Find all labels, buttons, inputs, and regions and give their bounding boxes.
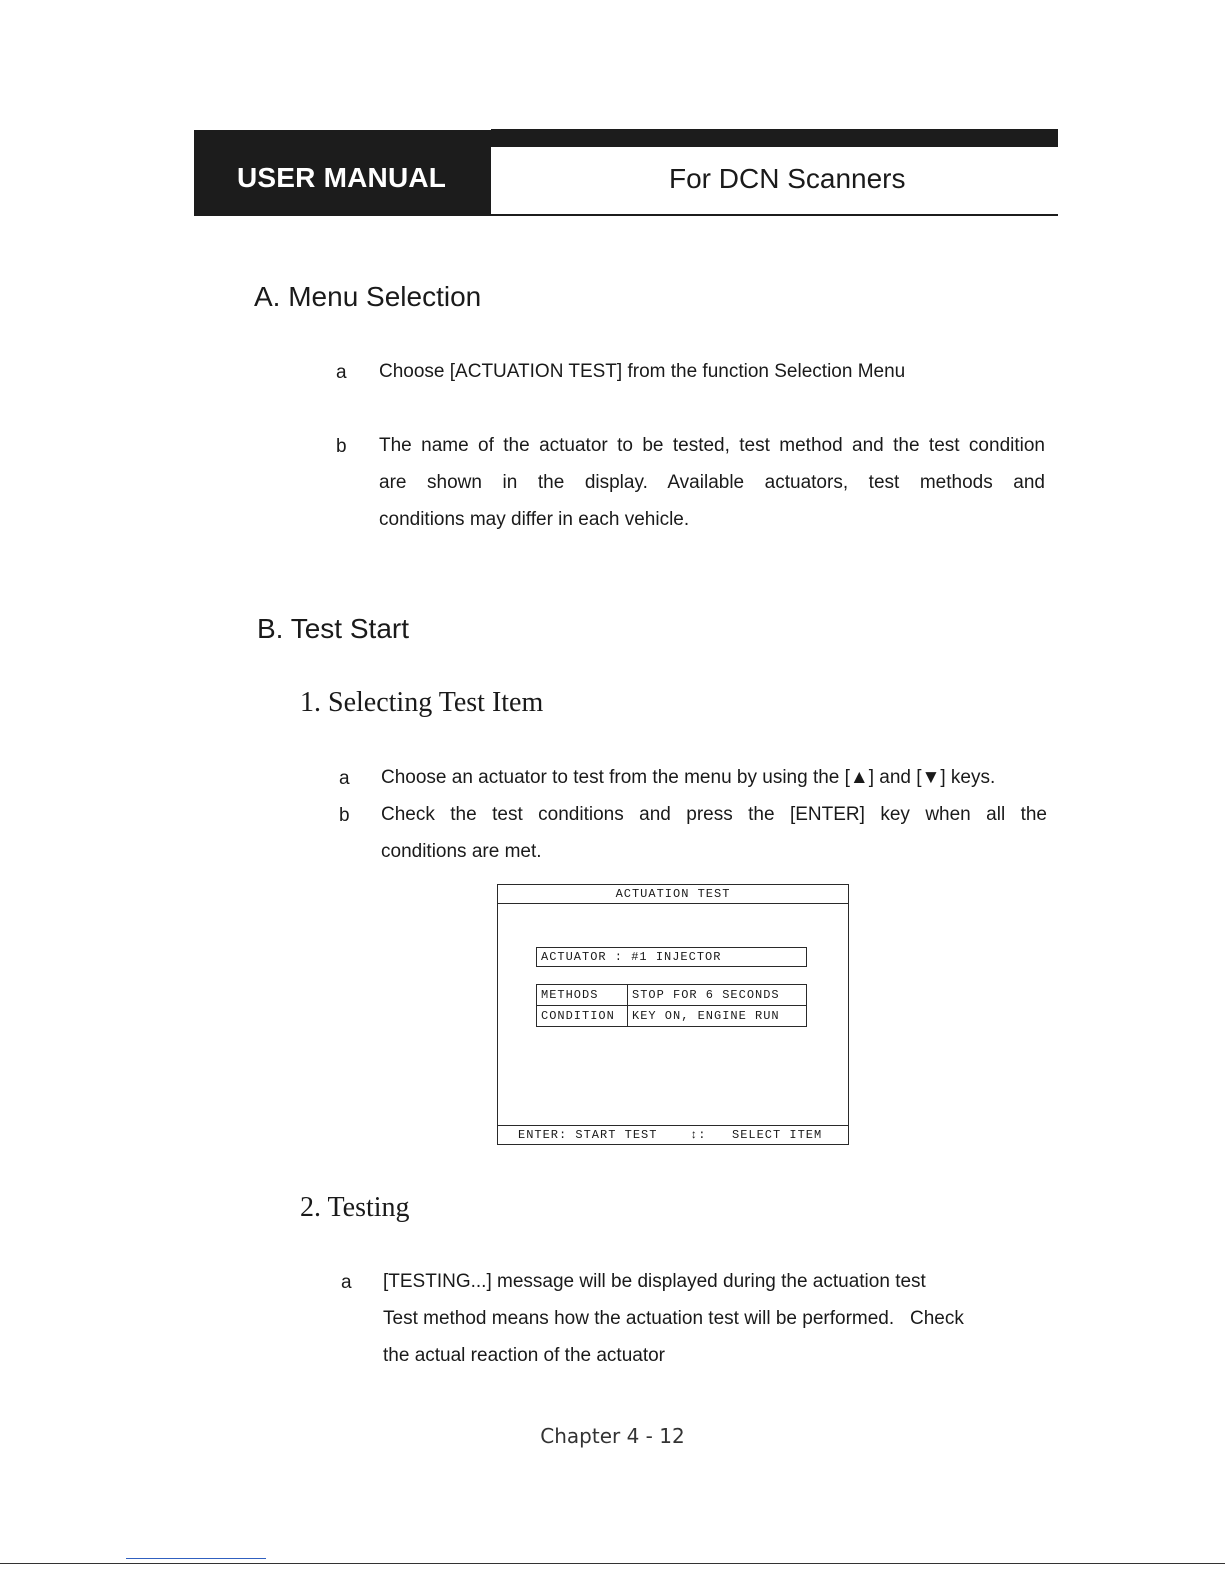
- actuator-line: ACTUATOR : #1 INJECTOR: [536, 947, 807, 967]
- screen-title: ACTUATION TEST: [498, 885, 848, 904]
- table-cell-key: CONDITION: [537, 1006, 628, 1027]
- line: Check the test conditions and press the [ENTER] key when all the: [381, 804, 1047, 825]
- line: The name of the actuator to be tested, test method and the test condition: [379, 435, 1045, 456]
- page-bottom-rule: [0, 1563, 1225, 1564]
- list-marker: a: [339, 768, 350, 789]
- list-marker: b: [336, 436, 347, 457]
- footer-link-underline: [126, 1558, 266, 1559]
- table-row: [537, 1006, 807, 1027]
- line: are shown in the display. Available actuators, test methods and: [379, 472, 1045, 493]
- line: Choose an actuator to test from the menu by using the [▲] and [▼] keys.: [381, 767, 996, 788]
- page-number: Chapter 4 - 12: [540, 1424, 685, 1448]
- header-top-bar: [491, 129, 1058, 147]
- enter-start-test-hint: ENTER: START TEST: [518, 1128, 658, 1142]
- list-item: [381, 759, 1061, 796]
- test-condition-table: [536, 984, 807, 1027]
- subsection-2-title: 2. Testing: [300, 1192, 410, 1223]
- table-cell-value: STOP FOR 6 SECONDS: [628, 985, 807, 1006]
- list-item: [381, 796, 1047, 870]
- list-item: [383, 1263, 1023, 1374]
- list-item: [379, 427, 1045, 538]
- list-item: [379, 353, 1045, 390]
- line: conditions are met.: [381, 841, 542, 862]
- header-manual-label: USER MANUAL: [237, 162, 447, 193]
- actuation-test-screen: [497, 884, 849, 1145]
- header-rule: [491, 214, 1058, 216]
- list-marker: a: [341, 1272, 352, 1293]
- up-down-arrow-icon: ↕:: [690, 1128, 707, 1142]
- line: conditions may differ in each vehicle.: [379, 509, 690, 530]
- table-row: [537, 985, 807, 1006]
- line: Choose [ACTUATION TEST] from the function Selection Menu: [379, 361, 906, 382]
- section-a-title: A. Menu Selection: [254, 281, 482, 312]
- line: the actual reaction of the actuator: [383, 1345, 666, 1366]
- header-title-block: [491, 147, 1058, 214]
- list-marker: a: [336, 362, 347, 383]
- header-title: For DCN Scanners: [669, 163, 906, 194]
- subsection-1-title: 1. Selecting Test Item: [300, 687, 544, 718]
- table-cell-key: METHODS: [537, 985, 628, 1006]
- section-b-title: B. Test Start: [257, 613, 409, 644]
- line: [TESTING...] message will be displayed during the actuation test: [383, 1271, 926, 1292]
- table-cell-value: KEY ON, ENGINE RUN: [628, 1006, 807, 1027]
- header-manual-label-block: [194, 130, 491, 216]
- list-marker: b: [339, 805, 350, 826]
- select-item-hint: SELECT ITEM: [732, 1128, 823, 1142]
- screen-footer: [498, 1125, 848, 1144]
- line: Test method means how the actuation test will be performed. Check: [383, 1308, 964, 1329]
